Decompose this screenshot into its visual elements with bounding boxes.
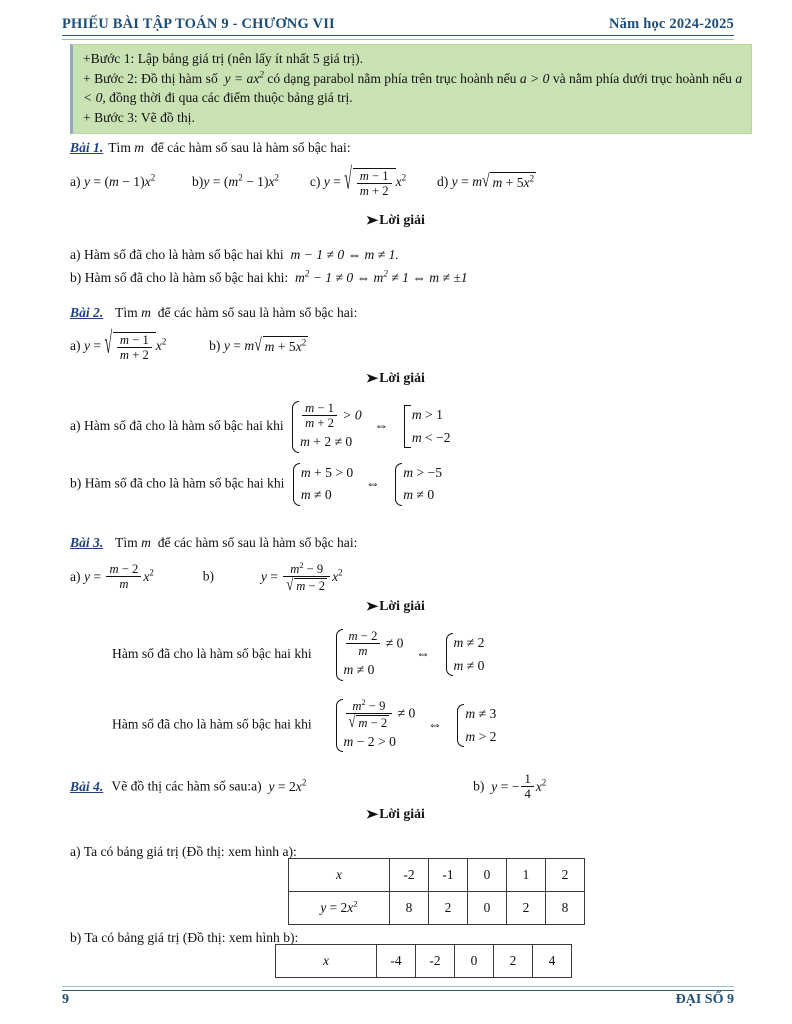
- bai3-sol2-equiv: ⇔: [427, 716, 442, 733]
- table-b-cell: 4: [533, 945, 572, 978]
- left-brace-icon: [443, 632, 452, 677]
- bai4-prompt-row: [70, 772, 730, 801]
- bai3-prompt: Tìm m để các hàm số sau là hàm số bậc hai:: [111, 535, 358, 550]
- left-brace-icon: [333, 698, 342, 753]
- table-a-row1-label: x: [289, 859, 390, 892]
- bai1-item-b: $b)y = (m^2 - 1)x^2$: [191, 172, 279, 190]
- bai3-sol1-text: Hàm số đã cho là hàm số bậc hai khi: [112, 645, 312, 661]
- left-brace-icon: [289, 400, 298, 454]
- bai4-caption-a: a) Ta có bảng giá trị (Đồ thị: xem hình a):: [70, 844, 297, 859]
- table-a-cell: 2: [507, 892, 546, 925]
- note-line-1: +Bước 1: Lập bảng giá trị (nên lấy ít nhất 5 giá trị).: [83, 51, 364, 66]
- table-a-cell: 2: [546, 859, 585, 892]
- bai4-solution-heading: [0, 806, 792, 822]
- bai2-sol-b-equiv: ⇔: [365, 475, 380, 492]
- table-a-cell: 8: [546, 892, 585, 925]
- value-table-b: [275, 944, 572, 978]
- bai2-label: Bài 2.: [70, 305, 104, 320]
- table-b-row1-label: x: [276, 945, 377, 978]
- bai1-item-c: c) y = √ $\frac{m - 1}{m + 2}$ $x^2$: [310, 174, 406, 189]
- arrow-bullet-icon: ➤: [365, 599, 379, 613]
- bai1-solution-a: [70, 245, 730, 265]
- table-a-cell: -1: [429, 859, 468, 892]
- value-table-a: [288, 858, 585, 925]
- note-math-a-gt-0: a > 0: [519, 70, 550, 86]
- bai4-prompt: Vẽ đồ thị các hàm số sau:a): [111, 778, 262, 794]
- bai2-sol-b-system-left: m + 5 > 0 m ≠ 0: [290, 462, 353, 507]
- table-a-cell: 0: [468, 892, 507, 925]
- bai3-sol2-system-left: $m^2 - 9$ √ m − 2 ≠ 0 m − 2 > 0: [333, 698, 416, 753]
- bai1-solution-b: [70, 268, 730, 288]
- note-line-3: + Bước 3: Vẽ đồ thị.: [83, 110, 195, 126]
- left-brace-icon: [392, 462, 401, 507]
- bai1-item-a: a) $y = (m - 1)x^2$: [70, 172, 156, 190]
- bai4-item-b: y = − $\frac{1}{4}$ $x^2$: [491, 772, 547, 802]
- bai1-sol-a-math: m − 1 ≠ 0 ⇔ m ≠ 1.: [287, 247, 399, 262]
- bai3-solution-2: [112, 698, 732, 753]
- table-a-cell: 2: [429, 892, 468, 925]
- bai3-sol2-system-right: m ≠ 3 m > 2: [454, 703, 496, 748]
- arrow-bullet-icon: ➤: [365, 807, 379, 821]
- left-bracket-icon: [401, 404, 410, 449]
- bai2-sol-b-text: b) Hàm số đã cho là hàm số bậc hai khi: [70, 475, 285, 491]
- bai1-prompt: Tìm m để các hàm số sau là hàm số bậc hai:: [108, 140, 351, 155]
- bai1-sol-b-text: b) Hàm số đã cho là hàm số bậc hai khi:: [70, 270, 289, 285]
- left-brace-icon: [454, 703, 463, 748]
- bai2-prompt-row: [70, 303, 730, 323]
- bai2-item-b: b) y = m √ $m + 5x^2$: [209, 338, 308, 353]
- bai2-solution-label: Lời giải: [379, 370, 425, 385]
- table-a-cell: 0: [468, 859, 507, 892]
- table-a-cell: 1: [507, 859, 546, 892]
- arrow-bullet-icon: ➤: [365, 213, 379, 227]
- bai2-solution-b: [70, 462, 730, 507]
- bai2-items-row: [70, 332, 730, 362]
- bai3-sol1-equiv: ⇔: [415, 645, 431, 662]
- bai3-label: Bài 3.: [70, 535, 104, 550]
- bai3-item-b: y = $m^2 - 9$ √ m − 2 $x^2$: [261, 569, 343, 584]
- steps-note-box: [70, 44, 752, 134]
- table-b-cell: -2: [416, 945, 455, 978]
- page-footer: [62, 992, 734, 1008]
- table-b-cell: -4: [377, 945, 416, 978]
- bai1-solution-label: Lời giải: [379, 212, 425, 227]
- note-math-a-lt-0: a < 0: [83, 70, 743, 106]
- left-brace-icon: [290, 462, 299, 507]
- bai2-sol-a-system-left: $\frac{m - 1}{m + 2}$ > 0 m + 2 ≠ 0: [289, 400, 362, 454]
- bai3-solution-heading: [0, 598, 792, 614]
- bai2-item-a: a) y = √ $\frac{m - 1}{m + 2}$ $x^2$: [70, 338, 166, 353]
- note-line-2: [83, 69, 743, 108]
- table-b-cell: 0: [455, 945, 494, 978]
- bai1-label: Bài 1.: [70, 140, 104, 155]
- bai1-solution-heading: [0, 212, 792, 228]
- bai4-label: Bài 4.: [70, 778, 104, 794]
- bai1-sol-a-text: a) Hàm số đã cho là hàm số bậc hai khi: [70, 247, 284, 262]
- table-a-cell: 8: [390, 892, 429, 925]
- bai2-sol-a-equiv: ⇔: [374, 417, 389, 434]
- footer-subject: ĐẠI SỐ 9: [675, 992, 734, 1007]
- bai3-sol1-system-left: $\frac{m - 2}{m}$ ≠ 0 m ≠ 0: [333, 628, 404, 682]
- table-row: [289, 892, 585, 925]
- note-line-2-part-f: , đồng thời đi qua các điểm thuộc bảng giá trị.: [102, 90, 353, 106]
- table-b-cell: 2: [494, 945, 533, 978]
- bai3-sol1-system-right: m ≠ 2 m ≠ 0: [443, 632, 485, 677]
- table-row: [276, 945, 572, 978]
- bai1-prompt-row: [70, 138, 730, 158]
- bai2-solution-heading: [0, 370, 792, 386]
- bai1-sol-b-math: $m^2 - 1 \ne 0$ ⇔ $m^2 \ne 1$ ⇔ m ≠ ±1: [291, 268, 468, 285]
- header-title-right: Năm học 2024-2025: [608, 16, 734, 32]
- footer-page-number: 9: [62, 992, 69, 1007]
- bai4-caption-b: b) Ta có bảng giá trị (Đồ thị: xem hình b):: [70, 930, 299, 945]
- header-divider: [62, 35, 734, 40]
- bai3-solution-label: Lời giải: [379, 598, 425, 613]
- bai2-prompt: Tìm m để các hàm số sau là hàm số bậc hai:: [111, 305, 358, 320]
- note-line-2-part-d: và nằm phía dưới trục hoành nếu: [552, 70, 732, 86]
- footer-divider: [62, 986, 734, 991]
- table-a-cell: -2: [390, 859, 429, 892]
- bai3-prompt-row: [70, 533, 730, 553]
- note-line-2-part-b: có dạng parabol nằm phía trên trục hoành nếu: [267, 70, 517, 86]
- bai1-item-d: d) y = m √ $m + 5x^2$: [437, 174, 536, 189]
- bai3-solution-1: [112, 628, 732, 682]
- bai3-item-b-label: b): [202, 568, 215, 584]
- bai2-sol-a-text: a) Hàm số đã cho là hàm số bậc hai khi: [70, 417, 284, 433]
- left-brace-icon: [333, 628, 342, 682]
- bai3-item-a: a) y = $\frac{m - 2}{m}$ $x^2$: [70, 562, 154, 592]
- bai4-item-a: $y = 2x^2$: [268, 777, 307, 794]
- arrow-bullet-icon: ➤: [365, 371, 379, 385]
- note-math-y-ax2: $y = ax^2$: [221, 69, 264, 86]
- bai2-solution-a: [70, 400, 730, 454]
- bai4-item-b-label: b): [473, 778, 485, 794]
- table-a-row2-label: $y = 2x^2$: [289, 892, 390, 925]
- page-header: [62, 16, 734, 33]
- table-row: [289, 859, 585, 892]
- bai1-items-row: [70, 168, 730, 198]
- note-line-2-part-a: + Bước 2: Đồ thị hàm số: [83, 70, 218, 86]
- header-title-left: PHIẾU BÀI TẬP TOÁN 9 - CHƯƠNG VII: [62, 16, 335, 32]
- bai2-sol-a-system-right: m > 1 m < −2: [401, 404, 451, 449]
- bai4-solution-label: Lời giải: [379, 806, 425, 821]
- bai3-items-row: [70, 562, 730, 593]
- bai2-sol-b-system-right: m > −5 m ≠ 0: [392, 462, 442, 507]
- bai3-sol2-text: Hàm số đã cho là hàm số bậc hai khi: [112, 716, 312, 732]
